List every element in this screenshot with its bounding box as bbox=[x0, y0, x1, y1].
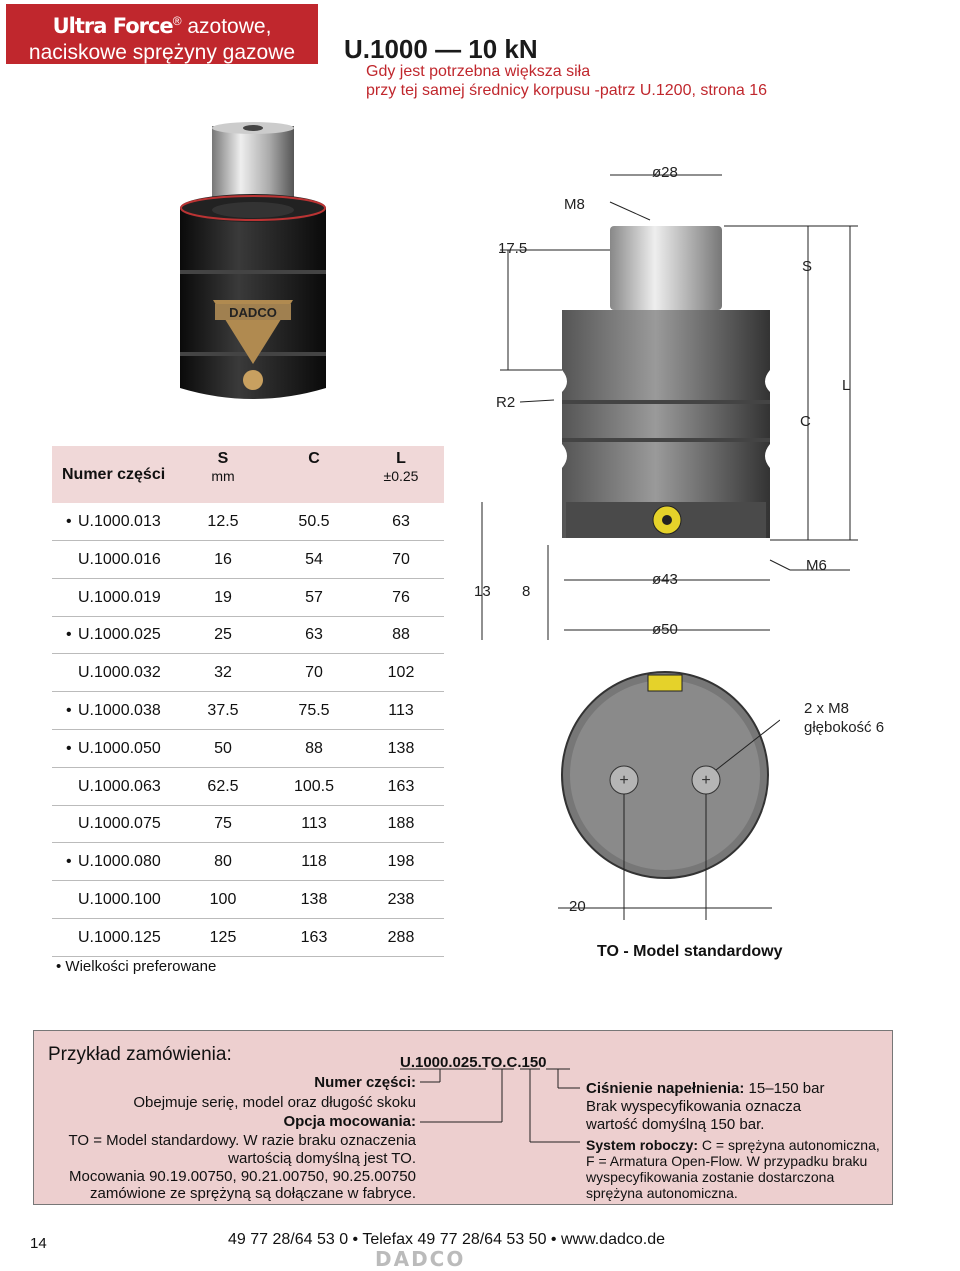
dim-20: 20 bbox=[569, 898, 586, 915]
order-code: U.1000.025.TO.C.150 bbox=[400, 1054, 547, 1071]
contact-line: 49 77 28/64 53 0 • Telefax 49 77 28/64 53 50 • www.dadco.de bbox=[228, 1231, 666, 1248]
table-row bbox=[52, 579, 444, 617]
pressure-value: 15–150 bar bbox=[744, 1080, 825, 1097]
length-cell: 198 bbox=[387, 853, 415, 871]
pressure-desc-2: wartość domyślną 150 bar. bbox=[586, 1116, 765, 1133]
dim-8: 8 bbox=[522, 583, 531, 600]
system-line bbox=[586, 1137, 880, 1154]
col-l-header: L bbox=[396, 450, 406, 467]
col-c-header: C bbox=[308, 450, 320, 467]
part-number-cell: U.1000.080 bbox=[78, 853, 161, 871]
part-number-cell: U.1000.050 bbox=[78, 739, 161, 757]
length-cell: 113 bbox=[388, 702, 414, 719]
brand-reg: ® bbox=[172, 14, 182, 28]
length-cell: 70 bbox=[392, 550, 410, 568]
col-part-header: Numer części bbox=[62, 466, 166, 483]
model-title: U.1000 — 10 kN bbox=[344, 34, 538, 64]
c-cell: 138 bbox=[300, 891, 328, 908]
table-row bbox=[52, 768, 444, 806]
stroke-cell: 12.5 bbox=[207, 513, 239, 530]
dim-13: 13 bbox=[474, 583, 491, 600]
part-number-cell: U.1000.075 bbox=[78, 815, 161, 833]
svg-text:+: + bbox=[619, 772, 629, 789]
system-desc-4: sprężyna autonomiczna. bbox=[586, 1185, 738, 1201]
stroke-cell: 19 bbox=[214, 588, 232, 606]
dim-stroke: S bbox=[802, 258, 813, 275]
stroke-cell: 32 bbox=[214, 664, 232, 682]
piston-rod bbox=[610, 226, 722, 310]
mount-label: Opcja mocowania: bbox=[283, 1113, 416, 1130]
pressure-desc-1: Brak wyspecyfikowania oznacza bbox=[586, 1098, 802, 1115]
subtitle-line-1: Gdy jest potrzebna większa siła bbox=[366, 63, 591, 80]
dim-length: L bbox=[842, 377, 851, 394]
length-cell: 88 bbox=[392, 626, 410, 644]
bottom-view bbox=[540, 660, 780, 930]
brand-line-2: naciskowe sprężyny gazowe bbox=[28, 41, 296, 64]
part-number-cell: U.1000.016 bbox=[78, 550, 161, 568]
part-number-cell: U.1000.125 bbox=[78, 928, 161, 946]
mount-desc-2: wartością domyślną jest TO. bbox=[228, 1150, 416, 1167]
part-label: Numer części: bbox=[314, 1074, 416, 1091]
pressure-line bbox=[586, 1080, 824, 1098]
stroke-cell: 25 bbox=[214, 626, 232, 644]
svg-text:+: + bbox=[701, 772, 711, 789]
preferred-note: • Wielkości preferowane bbox=[56, 958, 217, 975]
stroke-cell: 50 bbox=[214, 739, 232, 757]
length-cell: 238 bbox=[387, 891, 415, 908]
c-cell: 70 bbox=[305, 664, 323, 682]
stroke-cell: 125 bbox=[209, 928, 237, 946]
product-photo bbox=[175, 120, 335, 420]
length-cell: 76 bbox=[392, 588, 410, 606]
part-number-cell: U.1000.025 bbox=[78, 626, 161, 644]
length-cell: 163 bbox=[387, 777, 415, 795]
footer-logo: DADCO bbox=[375, 1247, 466, 1271]
model-caption: TO - Model standardowy bbox=[597, 943, 783, 960]
length-cell: 288 bbox=[387, 928, 415, 946]
mount-hole-note bbox=[804, 699, 884, 737]
table-row bbox=[52, 541, 444, 579]
stroke-cell: 100 bbox=[209, 891, 237, 908]
c-cell: 50.5 bbox=[298, 513, 330, 530]
c-cell: 57 bbox=[305, 588, 323, 606]
preferred-bullet: • bbox=[66, 702, 72, 719]
part-number-cell: U.1000.038 bbox=[78, 702, 161, 719]
preferred-bullet: • bbox=[66, 739, 72, 757]
col-s-unit: mm bbox=[211, 468, 235, 484]
length-cell: 138 bbox=[387, 739, 415, 757]
mount-desc-4: zamówione ze sprężyną są dołączane w fabryce. bbox=[89, 1185, 416, 1202]
mount-hole-depth: głębokość 6 bbox=[804, 719, 885, 736]
mount-hole-spec: 2 x M8 bbox=[804, 700, 850, 717]
table-row bbox=[52, 503, 444, 541]
c-cell: 118 bbox=[301, 853, 327, 871]
brand-name: Ultra Force bbox=[52, 14, 173, 38]
col-l-tolerance: ±0.25 bbox=[383, 468, 419, 484]
table-row bbox=[52, 692, 444, 730]
stroke-cell: 80 bbox=[214, 853, 232, 871]
preferred-bullet: • bbox=[66, 626, 72, 644]
c-cell: 163 bbox=[300, 928, 328, 946]
table-row bbox=[52, 881, 444, 919]
page-number: 14 bbox=[30, 1235, 47, 1252]
part-number-cell: U.1000.013 bbox=[78, 513, 161, 530]
stroke-cell: 37.5 bbox=[207, 702, 239, 719]
dim-diameter-43: ø43 bbox=[652, 571, 678, 588]
dim-c: C bbox=[800, 413, 811, 430]
order-connector-lines bbox=[400, 1068, 600, 1148]
col-s-header: S bbox=[217, 450, 229, 467]
dim-rod-diameter: ø28 bbox=[652, 164, 678, 181]
part-number-cell: U.1000.019 bbox=[78, 588, 161, 606]
dim-thread: M8 bbox=[564, 196, 585, 213]
length-cell: 188 bbox=[387, 815, 415, 833]
system-desc-2: F = Armatura Open-Flow. W przypadku braku bbox=[586, 1153, 868, 1169]
dim-17-5: 17.5 bbox=[498, 240, 528, 257]
table-row bbox=[52, 730, 444, 768]
subtitle bbox=[366, 62, 767, 100]
dim-port-thread: M6 bbox=[806, 557, 827, 574]
c-cell: 63 bbox=[305, 626, 323, 644]
length-cell: 63 bbox=[392, 513, 410, 530]
c-cell: 113 bbox=[301, 815, 327, 833]
valve-port-icon bbox=[648, 675, 682, 691]
table-row bbox=[52, 654, 444, 692]
dim-diameter-50: ø50 bbox=[652, 621, 678, 638]
table-row bbox=[52, 616, 444, 654]
part-number-cell: U.1000.032 bbox=[78, 664, 161, 682]
stroke-cell: 75 bbox=[214, 815, 232, 833]
dim-radius: R2 bbox=[496, 394, 516, 411]
preferred-bullet: • bbox=[66, 853, 72, 871]
system-label: System roboczy: bbox=[586, 1137, 699, 1153]
photo-logo-text: DADCO bbox=[229, 305, 277, 320]
table-row bbox=[52, 805, 444, 843]
brand-banner bbox=[6, 4, 318, 64]
table-row bbox=[52, 843, 444, 881]
part-desc: Obejmuje serię, model oraz długość skoku bbox=[133, 1094, 416, 1111]
brand-line-1 bbox=[12, 8, 312, 40]
part-number-cell: U.1000.100 bbox=[78, 891, 161, 908]
stroke-cell: 62.5 bbox=[207, 777, 239, 795]
c-cell: 75.5 bbox=[298, 702, 330, 719]
mount-desc-3: Mocowania 90.19.00750, 90.21.00750, 90.25.00750 bbox=[69, 1168, 416, 1185]
system-desc-1: C = sprężyna autonomiczna, bbox=[698, 1137, 880, 1153]
part-number-cell: U.1000.063 bbox=[78, 777, 161, 795]
stroke-cell: 16 bbox=[214, 550, 232, 568]
c-cell: 100.5 bbox=[293, 777, 335, 795]
preferred-bullet: • bbox=[66, 513, 72, 530]
length-cell: 102 bbox=[387, 664, 415, 682]
pressure-label: Ciśnienie napełnienia: bbox=[586, 1080, 745, 1097]
c-cell: 88 bbox=[305, 739, 323, 757]
system-desc-3: wyspecyfikowania zostanie dostarczona bbox=[586, 1169, 835, 1185]
subtitle-line-2: przy tej samej średnicy korpusu -patrz U.1200, strona 16 bbox=[366, 82, 768, 99]
mount-desc-1: TO = Model standardowy. W razie braku oznaczenia bbox=[68, 1132, 416, 1149]
table-row bbox=[52, 919, 444, 957]
brand-suffix: azotowe, bbox=[181, 15, 272, 38]
c-cell: 54 bbox=[305, 550, 323, 568]
order-title: Przykład zamówienia: bbox=[48, 1044, 232, 1065]
